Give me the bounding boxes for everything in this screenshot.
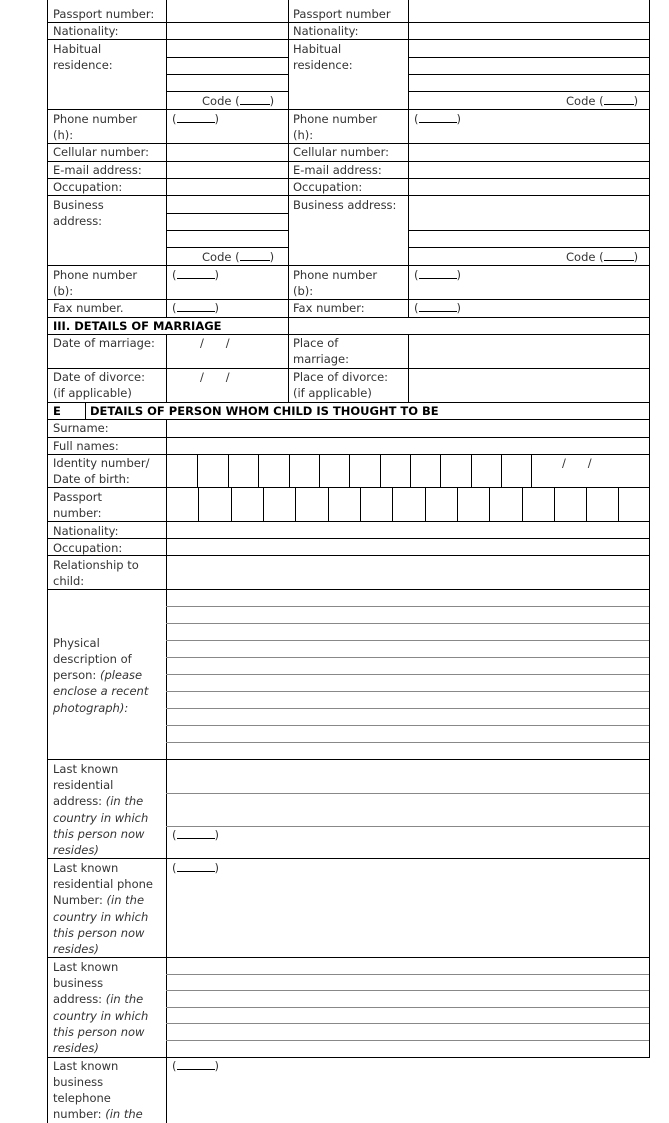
row-line bbox=[166, 247, 288, 248]
fill-line bbox=[166, 657, 649, 658]
row-line bbox=[47, 858, 649, 859]
physical-label: photograph): bbox=[53, 701, 129, 715]
row-line bbox=[47, 437, 649, 438]
row-line bbox=[47, 195, 649, 196]
row-line bbox=[408, 230, 649, 231]
phone-b-label: (b): bbox=[293, 284, 314, 298]
full-names-label: Full names: bbox=[53, 439, 119, 453]
date-of-divorce-label: Date of divorce: bbox=[53, 370, 145, 384]
last-phone-label: residential phone bbox=[53, 877, 153, 891]
dob-slashes: / / bbox=[562, 456, 592, 470]
fill-line bbox=[166, 640, 649, 641]
row-line bbox=[47, 538, 649, 539]
fax-area-code[interactable]: ( ) bbox=[414, 301, 461, 315]
passport-box-line bbox=[425, 487, 426, 521]
row-line bbox=[47, 265, 649, 266]
fax-label: Fax number: bbox=[293, 301, 365, 315]
id-box-line bbox=[228, 454, 229, 487]
row-line bbox=[47, 39, 649, 40]
occupation-label: Occupation: bbox=[53, 180, 123, 194]
row-line bbox=[47, 487, 649, 488]
row-line bbox=[47, 419, 649, 420]
passport-box-line bbox=[263, 487, 264, 521]
passport-box-line bbox=[360, 487, 361, 521]
last-bus-label: this person now bbox=[53, 1025, 145, 1039]
col-line bbox=[408, 0, 409, 318]
physical-label: person: (please bbox=[53, 668, 143, 682]
last-phone-label: Number: (in the bbox=[53, 893, 145, 907]
business-label: Business address: bbox=[293, 198, 397, 212]
occupation-label: Occupation: bbox=[53, 541, 123, 555]
fill-line bbox=[166, 623, 649, 624]
passport-box-line bbox=[198, 487, 199, 521]
date-of-divorce-label: (if applicable) bbox=[53, 386, 132, 400]
fax-label: Fax number. bbox=[53, 301, 124, 315]
last-res-label: residential bbox=[53, 778, 114, 792]
fill-line bbox=[166, 742, 649, 743]
phone-h-label: (h): bbox=[293, 128, 314, 142]
fill-line bbox=[166, 606, 649, 607]
last-res-label: country in which bbox=[53, 811, 149, 825]
physical-label: enclose a recent bbox=[53, 684, 149, 698]
fill-line bbox=[166, 708, 649, 709]
relationship-label: child: bbox=[53, 574, 85, 588]
id-box-line bbox=[440, 454, 441, 487]
fill-line bbox=[166, 1007, 649, 1008]
date-of-marriage-label: Date of marriage: bbox=[53, 336, 155, 350]
phone-h-label: Phone number bbox=[293, 112, 378, 126]
last-bus-label: Last known bbox=[53, 960, 119, 974]
last-phone-label: this person now bbox=[53, 926, 145, 940]
code-label: Code ( ) bbox=[202, 250, 275, 264]
id-box-line bbox=[197, 454, 198, 487]
row-line bbox=[47, 759, 649, 760]
section-letter: E bbox=[53, 404, 61, 418]
col-line bbox=[288, 0, 289, 403]
surname-label: Surname: bbox=[53, 421, 109, 435]
col-line bbox=[85, 403, 86, 419]
row-line bbox=[47, 555, 649, 556]
fill-line bbox=[166, 691, 649, 692]
phone-b-area-code[interactable]: ( ) bbox=[414, 268, 461, 282]
business-label: address: bbox=[53, 214, 103, 228]
last-phone-label: country in which bbox=[53, 910, 149, 924]
phone-h-area-code[interactable]: ( ) bbox=[414, 112, 461, 126]
phone-b-label: Phone number bbox=[293, 268, 378, 282]
habitual-label: residence: bbox=[53, 58, 113, 72]
section-e-heading: DETAILS OF PERSON WHOM CHILD IS THOUGHT TO BE bbox=[90, 404, 439, 418]
row-line bbox=[408, 57, 649, 58]
marriage-heading: III. DETAILS OF MARRIAGE bbox=[53, 319, 222, 333]
date-of-divorce-slashes: / / bbox=[200, 370, 230, 384]
fill-line bbox=[166, 974, 649, 975]
row-line bbox=[166, 230, 288, 231]
last-res-label: address: (in the bbox=[53, 794, 144, 808]
last-bus-label: country in which bbox=[53, 1009, 149, 1023]
physical-label: description of bbox=[53, 652, 132, 666]
row-line bbox=[47, 109, 649, 110]
row-line bbox=[166, 57, 288, 58]
border-right bbox=[649, 0, 650, 1058]
row-line bbox=[166, 91, 288, 92]
last-res-label: this person now bbox=[53, 827, 145, 841]
passport-box-line bbox=[231, 487, 232, 521]
passport-box-line bbox=[522, 487, 523, 521]
passport-box-line bbox=[295, 487, 296, 521]
col-line bbox=[166, 419, 167, 1123]
phone-b-label: Phone number bbox=[53, 268, 138, 282]
phone-b-area-code[interactable]: ( ) bbox=[172, 268, 219, 282]
cellular-label: Cellular number: bbox=[293, 145, 389, 159]
last-bus-label: address: (in the bbox=[53, 992, 144, 1006]
passport-box-line bbox=[489, 487, 490, 521]
last-res-label: Last known bbox=[53, 762, 119, 776]
passport-box-line bbox=[554, 487, 555, 521]
fill-line bbox=[166, 1023, 649, 1024]
row-line bbox=[166, 213, 288, 214]
passport-box-line bbox=[328, 487, 329, 521]
passport-box-line bbox=[618, 487, 619, 521]
code-label: Code ( ) bbox=[566, 250, 639, 264]
fax-area-code[interactable]: ( ) bbox=[172, 301, 219, 315]
passport-label: Passport number: bbox=[53, 7, 155, 21]
residential-area-code[interactable]: ( ) bbox=[172, 828, 219, 842]
cellular-label: Cellular number: bbox=[53, 145, 149, 159]
physical-label: Physical bbox=[53, 636, 100, 650]
id-box-line bbox=[319, 454, 320, 487]
border-left bbox=[47, 0, 48, 1123]
fill-line bbox=[166, 1040, 649, 1041]
last-phone-label: resides) bbox=[53, 942, 99, 956]
last-bus-tel-label: Last known bbox=[53, 1059, 119, 1073]
occupation-label: Occupation: bbox=[293, 180, 363, 194]
passport-box-line bbox=[586, 487, 587, 521]
last-phone-label: Last known bbox=[53, 861, 119, 875]
col-line bbox=[166, 0, 167, 318]
passport-label: Passport number bbox=[293, 7, 391, 21]
residential-phone-area-code[interactable]: ( ) bbox=[172, 861, 219, 875]
last-res-label: resides) bbox=[53, 843, 99, 857]
nationality-label: Nationality: bbox=[293, 24, 359, 38]
row-line bbox=[408, 91, 649, 92]
relationship-label: Relationship to bbox=[53, 558, 139, 572]
row-line bbox=[408, 247, 649, 248]
row-line bbox=[47, 1057, 649, 1058]
place-of-marriage-label: marriage: bbox=[293, 352, 349, 366]
date-of-marriage-slashes: / / bbox=[200, 336, 230, 350]
business-label: Business bbox=[53, 198, 104, 212]
place-of-divorce-label: (if applicable) bbox=[293, 386, 372, 400]
last-bus-tel-label: number: (in the bbox=[53, 1107, 143, 1121]
id-box-line bbox=[258, 454, 259, 487]
phone-h-label: (h): bbox=[53, 128, 74, 142]
id-box-line bbox=[349, 454, 350, 487]
email-label: E-mail address: bbox=[293, 163, 382, 177]
place-of-divorce-label: Place of divorce: bbox=[293, 370, 389, 384]
code-label: Code ( ) bbox=[566, 94, 639, 108]
row-line bbox=[166, 74, 288, 75]
passport-box-line bbox=[392, 487, 393, 521]
fill-line bbox=[166, 826, 649, 827]
email-label: E-mail address: bbox=[53, 163, 142, 177]
business-phone-area-code[interactable]: ( ) bbox=[172, 1059, 219, 1073]
last-bus-tel-label: telephone bbox=[53, 1091, 111, 1105]
id-box-line bbox=[531, 454, 532, 487]
passport-label: number: bbox=[53, 506, 102, 520]
row-line bbox=[47, 589, 649, 590]
id-box-line bbox=[380, 454, 381, 487]
row-line bbox=[47, 957, 649, 958]
id-box-line bbox=[410, 454, 411, 487]
phone-b-label: (b): bbox=[53, 284, 74, 298]
passport-label: Passport bbox=[53, 490, 103, 504]
fill-line bbox=[166, 674, 649, 675]
fill-line bbox=[166, 725, 649, 726]
passport-box-line bbox=[457, 487, 458, 521]
phone-h-label: Phone number bbox=[53, 112, 138, 126]
last-bus-tel-label: business bbox=[53, 1075, 104, 1089]
code-label: Code ( ) bbox=[202, 94, 275, 108]
identity-label: Identity number/ bbox=[53, 456, 150, 470]
habitual-label: Habitual bbox=[293, 42, 342, 56]
nationality-label: Nationality: bbox=[53, 24, 119, 38]
last-bus-label: business bbox=[53, 976, 104, 990]
habitual-label: residence: bbox=[293, 58, 353, 72]
id-box-line bbox=[471, 454, 472, 487]
dob-label: Date of birth: bbox=[53, 472, 130, 486]
place-of-marriage-label: Place of bbox=[293, 336, 339, 350]
nationality-label: Nationality: bbox=[53, 524, 119, 538]
row-line bbox=[47, 521, 649, 522]
fill-line bbox=[166, 793, 649, 794]
fill-line bbox=[166, 990, 649, 991]
row-line bbox=[408, 74, 649, 75]
id-box-line bbox=[289, 454, 290, 487]
habitual-label: Habitual bbox=[53, 42, 102, 56]
last-bus-label: resides) bbox=[53, 1041, 99, 1055]
phone-h-area-code[interactable]: ( ) bbox=[172, 112, 219, 126]
id-box-line bbox=[501, 454, 502, 487]
